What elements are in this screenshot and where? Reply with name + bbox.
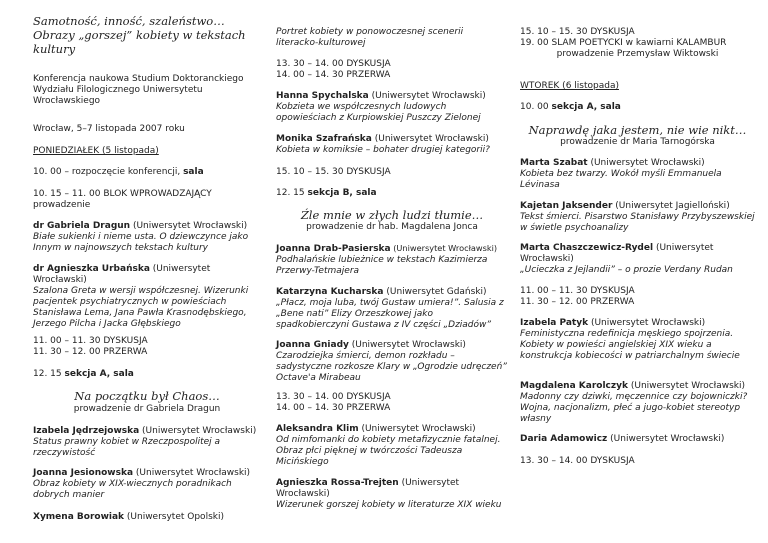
- break-time: 14. 00 – 14. 30 PRZERWA: [276, 403, 391, 413]
- speaker-affiliation: (Uniwersytet Gdański): [383, 287, 487, 297]
- talk-title: „Płacz, moja luba, twój Gustaw umiera!”. Salusia z „Bene nati” Elizy Orzeszkowej jako spadkobierczyni Gustawa z IV części „Dziadów”: [276, 298, 504, 330]
- speaker-name: Agnieszka Rossa-Trejten: [276, 478, 399, 488]
- speaker-name: Katarzyna Kucharska: [276, 287, 384, 297]
- conference-intro: Konferencja naukowa Studium Doktoranckiego Wydziału Filologicznego Uniwersytetu Wrocławskiego: [33, 74, 244, 106]
- speaker-name: Marta Szabat: [520, 158, 588, 168]
- talk-title: Podhalańskie lubieżnice w tekstach Kazimierza Przerwy-Tetmajera: [276, 255, 488, 276]
- slam-chair: prowadzenie Przemysław Wiktowski: [556, 49, 719, 59]
- speaker-affiliation: (Uniwersytet Wrocławski): [520, 243, 714, 264]
- session-label: sekcja B, sala: [307, 188, 377, 198]
- speaker-affiliation: (Uniwersytet Wrocławski): [276, 478, 460, 499]
- talk-entry: [33, 512, 261, 523]
- slam-event: 19. 00 SLAM POETYCKI w kawiarni KALAMBUR: [520, 38, 727, 48]
- speaker-name: Joanna Drab-Pasierska: [276, 244, 391, 254]
- talk-entry: [33, 221, 261, 254]
- speaker-affiliation: (Uniwersytet Wrocławski): [588, 318, 706, 328]
- speaker-affiliation: (Uniwersytet Wrocławski): [130, 221, 248, 231]
- talk-entry: [276, 478, 508, 511]
- talk-entry: [520, 201, 755, 234]
- talk-entry: [276, 243, 508, 277]
- discussion-time: 13. 30 – 14. 00 DYSKUSJA: [276, 392, 391, 402]
- break-time: 11. 30 – 12. 00 PRZERWA: [520, 297, 635, 307]
- panel-title: Na początku był Chaos…: [74, 389, 220, 403]
- talk-title: Kobieta w komiksie – bohater drugiej kategorii?: [276, 145, 490, 155]
- panel-chair: prowadzenie dr hab. Magdalena Jonca: [306, 222, 478, 232]
- session-label: sekcja A, sala: [551, 102, 621, 112]
- panel-title: Naprawdę jaka jestem, nie wie nikt…: [528, 123, 747, 137]
- day-heading-tuesday: WTOREK (6 listopada): [520, 81, 619, 91]
- day-heading-monday: PONIEDZIAŁEK (5 listopada): [33, 146, 159, 156]
- speaker-affiliation: (Uniwersytet Wrocławski): [607, 434, 725, 444]
- speaker-name: Joanna Gniady: [276, 340, 349, 350]
- talk-title: Szalona Greta w wersji współczesnej. Wizerunki pacjentek psychiatrycznych w powieściach Stanisława Lema, Jana Pawła Krasnodębskiego, Jerzego Pilcha i Jacka Głębskiego: [33, 286, 249, 329]
- speaker-affiliation: (Uniwersytet Wrocławski): [139, 426, 257, 436]
- speaker-name: Daria Adamowicz: [520, 434, 608, 444]
- speaker-name: Magdalena Karolczyk: [520, 381, 628, 391]
- speaker-name: dr Gabriela Dragun: [33, 221, 131, 231]
- talk-entry: [33, 426, 261, 459]
- talk-title: Tekst śmierci. Pisarstwo Stanisławy Przybyszewskiej w świetle psychoanalizy: [520, 212, 755, 233]
- talk-title: Kobieta bez twarzy. Wokół myśli Emmanuela Lévinasa: [520, 169, 722, 190]
- speaker-name: Aleksandra Klim: [276, 424, 359, 434]
- discussion-time: 13. 30 – 14. 00 DYSKUSJA: [520, 456, 635, 466]
- session-line: [520, 102, 755, 113]
- discussion-time: 13. 30 – 14. 00 DYSKUSJA: [276, 59, 391, 69]
- speaker-name: dr Agnieszka Urbańska: [33, 264, 150, 274]
- session-line: [33, 369, 261, 380]
- talk-title: Obraz kobiety w XIX-wiecznych poradnikach dobrych manier: [33, 479, 232, 500]
- place-date: Wrocław, 5–7 listopada 2007 roku: [33, 124, 185, 134]
- speaker-affiliation: (Uniwersytet Wrocławski): [33, 264, 211, 285]
- talk-title: Feministyczna redefinicja męskiego spojrzenia. Kobiety w powieści angielskiej XIX wieku a konstrukcja kobiecości w patriarchalnym świecie: [520, 329, 740, 361]
- conference-title: Samotność, inność, szaleństwo… Obrazy „gorszej” kobiety w tekstach kultury: [33, 14, 246, 56]
- talk-entry: [520, 381, 755, 425]
- opening-room: sala: [183, 167, 204, 177]
- panel-chair: prowadzenie dr Gabriela Dragun: [73, 404, 221, 414]
- talk-entry: [276, 134, 508, 156]
- break-time: 14. 00 – 14. 30 PRZERWA: [276, 70, 391, 80]
- talk-entry: [276, 340, 508, 384]
- talk-entry: [520, 158, 755, 191]
- talk-title: Wizerunek gorszej kobiety w literaturze XIX wieku: [276, 500, 502, 510]
- speaker-affiliation: (Uniwersytet Wrocławski): [627, 381, 746, 391]
- discussion-time: 15. 10 – 15. 30 DYSKUSJA: [276, 167, 391, 177]
- continued-talk-title: Portret kobiety w ponowoczesnej scenerii literacko-kulturowej: [276, 27, 464, 48]
- talk-entry: [33, 264, 261, 330]
- speaker-affiliation: (Uniwersytet Wrocławski): [348, 340, 466, 350]
- discussion-time: 11. 00 – 11. 30 DYSKUSJA: [33, 336, 148, 346]
- speaker-name: Kajetan Jaksender: [520, 201, 613, 211]
- talk-entry: [33, 468, 261, 501]
- talk-entry: [520, 243, 755, 276]
- session-time: 12. 15: [33, 369, 65, 379]
- speaker-affiliation: (Uniwersytet Wrocławski): [133, 468, 251, 478]
- talk-title: Od nimfomanki do kobiety metafizycznie fatalnej. Obraz płci pięknej w twórczości Tadeusza Micińskiego: [276, 435, 501, 467]
- session-time: 10. 00: [520, 102, 552, 112]
- session-label: sekcja A, sala: [64, 369, 134, 379]
- speaker-name: Hanna Spychalska: [276, 91, 369, 101]
- session-line: [276, 188, 508, 199]
- talk-entry: [276, 91, 508, 124]
- speaker-affiliation: (Uniwersytet Jagielloński): [612, 201, 730, 211]
- speaker-affiliation: (Uniwersytet Wrocławski): [371, 134, 489, 144]
- speaker-affiliation: (Uniwersytet Wrocławski): [358, 424, 476, 434]
- speaker-affiliation: (Uniwersytet Wrocławski): [390, 243, 498, 253]
- panel-title: Źle mnie w złych ludzi tłumie…: [300, 208, 484, 222]
- discussion-time: 15. 10 – 15. 30 DYSKUSJA: [520, 27, 635, 37]
- speaker-name: Izabela Patyk: [520, 318, 589, 328]
- talk-title: Kobzieta we współczesnych ludowych opowieściach z Kurpiowskiej Puszczy Zielonej: [276, 102, 481, 123]
- speaker-name: Xymena Borowiak: [33, 512, 125, 522]
- speaker-name: Joanna Jesionowska: [33, 468, 134, 478]
- talk-entry: [520, 318, 755, 362]
- session-time: 12. 15: [276, 188, 308, 198]
- speaker-name: Monika Szafrańska: [276, 134, 372, 144]
- speaker-affiliation: (Uniwersytet Wrocławski): [587, 158, 705, 168]
- talk-title: „Ucieczka z Jejlandii” – o prozie Verdany Rudan: [520, 265, 733, 275]
- speaker-name: Izabela Jędrzejowska: [33, 426, 140, 436]
- panel-chair: prowadzenie dr Maria Tarnogórska: [560, 137, 715, 147]
- opening-text: 10. 00 – rozpoczęcie konferencji,: [33, 167, 184, 177]
- talk-entry: [276, 424, 508, 468]
- talk-entry: [520, 434, 755, 445]
- talk-title: Białe sukienki i nieme usta. O dziewczynce jako Innym w najnowszych tekstach kultury: [33, 232, 249, 253]
- talk-title: Madonny czy dziwki, męczennice czy bojowniczki? Wojna, nacjonalizm, płeć a jugo-kobiet stereotyp własny: [520, 392, 748, 424]
- speaker-affiliation: (Uniwersytet Opolski): [124, 512, 224, 522]
- speaker-affiliation: (Uniwersytet Wrocławski): [368, 91, 486, 101]
- discussion-time: 11. 00 – 11. 30 DYSKUSJA: [520, 286, 635, 296]
- intro-block-chair: prowadzenie: [33, 200, 91, 210]
- talk-title: Status prawny kobiet w Rzeczpospolitej a rzeczywistość: [33, 437, 221, 458]
- speaker-name: Marta Chaszczewicz-Rydel: [520, 243, 654, 253]
- talk-entry: [276, 287, 508, 331]
- break-time: 11. 30 – 12. 00 PRZERWA: [33, 347, 148, 357]
- intro-block-time: 10. 15 – 11. 00 BLOK WPROWADZAJĄCY: [33, 189, 212, 199]
- talk-title: Czarodziejka śmierci, demon rozkładu – sadystyczne rozkosze Klary w „Ogrodzie udręczeń” Octave'a Mirabeau: [276, 351, 507, 383]
- opening-line: [33, 167, 261, 178]
